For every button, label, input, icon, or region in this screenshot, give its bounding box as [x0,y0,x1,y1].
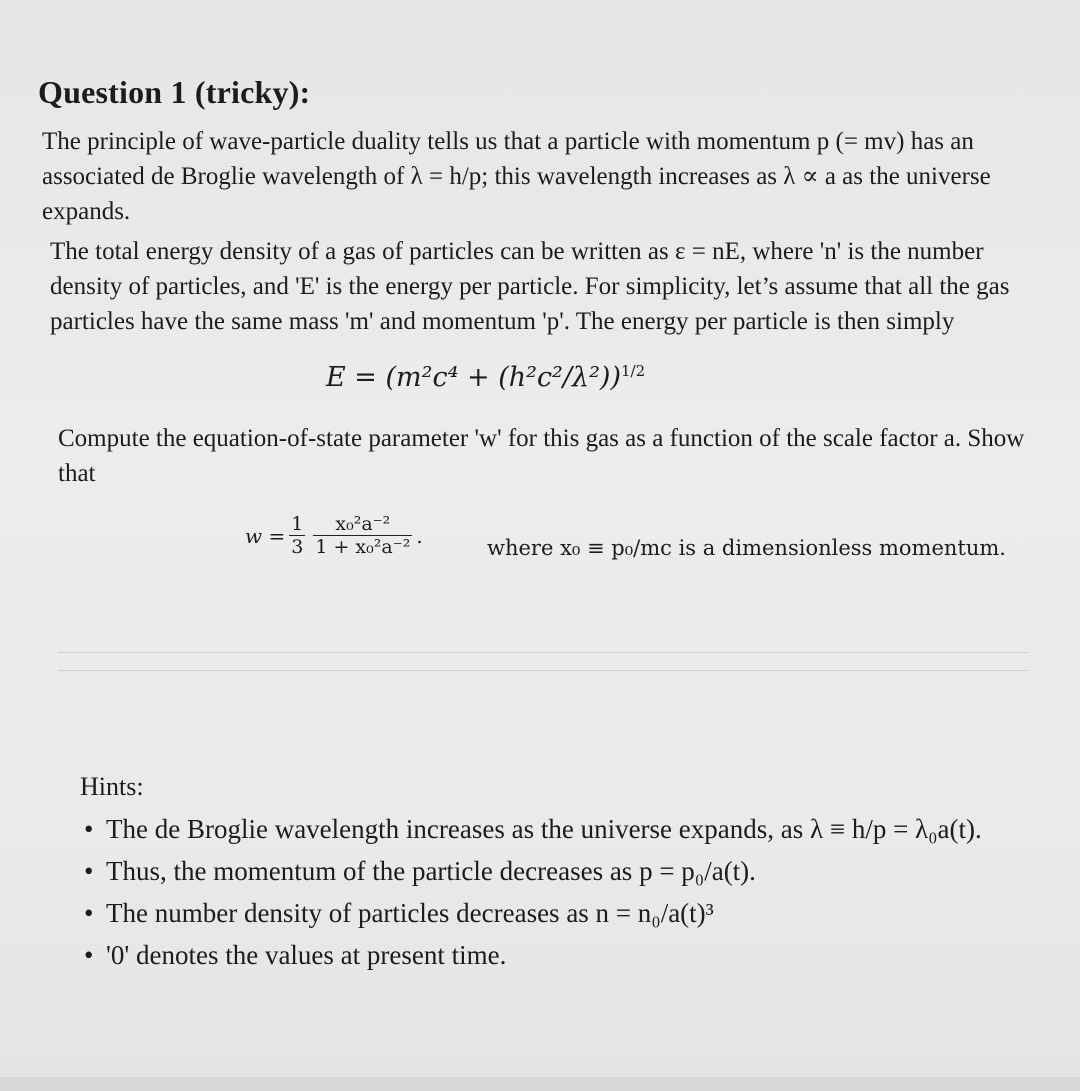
frac2-numerator: x₀²a⁻² [335,513,391,535]
w-equation-lhs: w = [245,523,286,548]
hint-item: • The de Broglie wavelength increases as the universe expands, as λ ≡ h/p = λ₀a(t). [84,812,1006,846]
w-fraction-momentum [313,513,412,558]
w-equation-end: . [416,523,423,548]
energy-equation-body: E = (m²c⁴ + (h²c²/λ²)) [326,362,621,393]
hints-title: Hints: [80,772,144,801]
energy-equation [326,362,645,393]
hint-item: • The number density of particles decreases as n = n₀/a(t)³ [84,896,1006,930]
frac2-denominator: 1 + x₀²a⁻² [315,536,411,558]
hints-list [84,812,1006,980]
frac1-denominator: 3 [291,536,304,558]
intro-paragraph: The principle of wave-particle duality tells us that a particle with momentum p (= mv) has an associated de Broglie wavelength of λ = h/p; this wavelength increases as λ ∝ a as the universe expands. [42,128,991,225]
hint-item: • '0' denotes the values at present time. [84,938,1006,972]
where-clause: where x₀ ≡ p₀/mc is a dimensionless momentum. [487,536,1006,560]
task-paragraph: Compute the equation-of-state parameter 'w' for this gas as a function of the scale factor a. Show that [58,425,1025,487]
hint-item: • Thus, the momentum of the particle decreases as p = p₀/a(t). [84,854,1006,888]
energy-equation-exponent: 1/2 [620,362,646,380]
frac1-numerator: 1 [291,513,304,535]
question-title: Question 1 (tricky): [38,74,311,110]
energy-density-paragraph: The total energy density of a gas of particles can be written as ε = nE, where 'n' is the number density of particles, and 'E' is the energy per particle. For simplicity, let’s assume that all the gas particles have the same mass 'm' and momentum 'p'. The energy per particle is then simply [50,238,1010,335]
w-equation [245,513,423,558]
w-fraction-one-third [289,513,305,558]
divider-line [58,670,1028,671]
divider-line [58,652,1028,653]
bottom-edge [0,1077,1080,1091]
